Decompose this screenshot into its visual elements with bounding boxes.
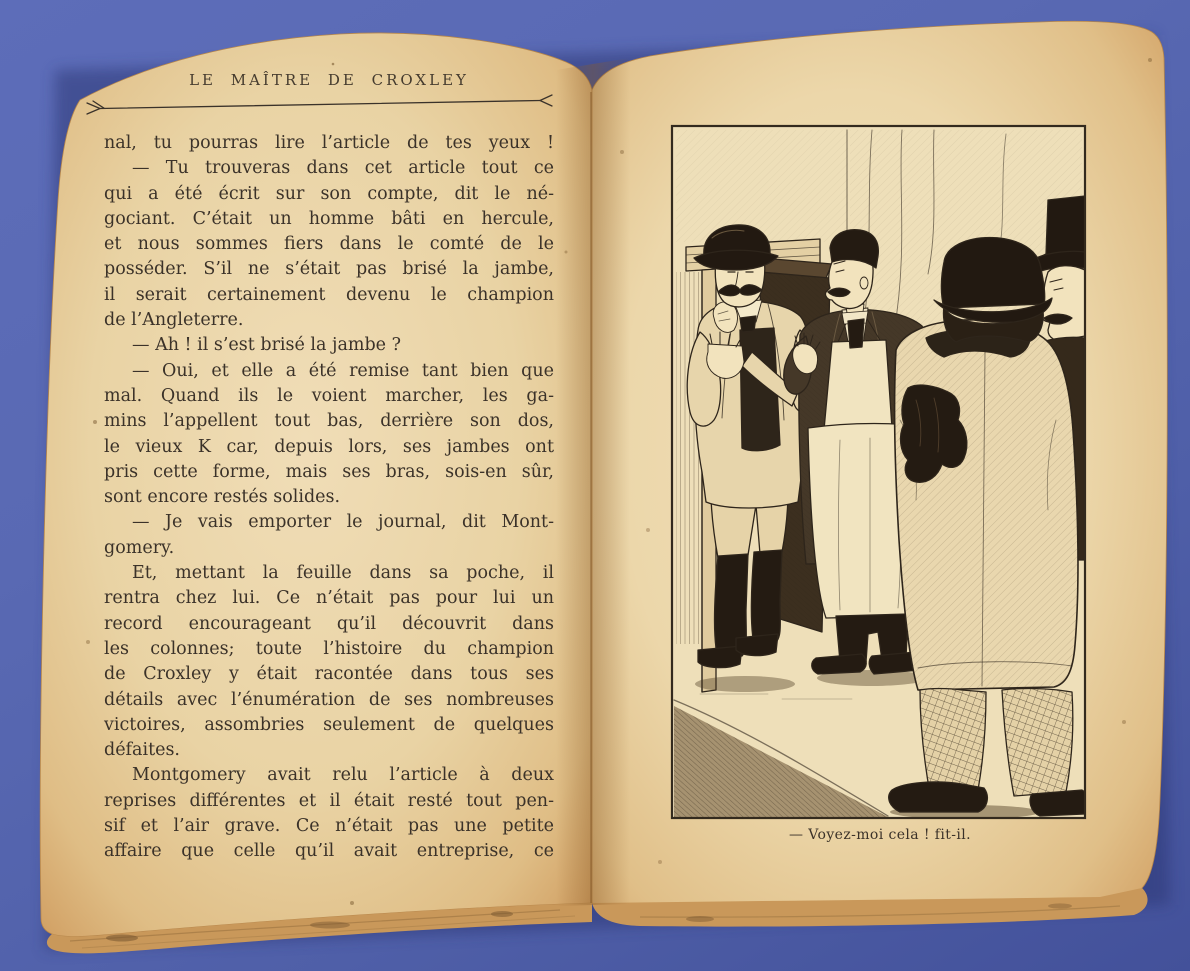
text-line: Et, mettant la feuille dans sa poche, il: [132, 563, 554, 584]
text-line: et nous sommes fiers dans le comté de le: [104, 234, 554, 255]
text-line: rentra chez lui. Ce n’était pas pour lui un: [104, 588, 554, 609]
text-line: gociant. C’était un homme bâti en hercule,: [104, 208, 554, 229]
text-line: posséder. S’il ne s’était pas brisé la jambe,: [104, 259, 554, 280]
text-line: Montgomery avait relu l’article à deux: [132, 765, 554, 786]
text-line: gomery.: [104, 537, 175, 558]
text-line: reprises différentes et il était resté tout pen-: [104, 790, 554, 811]
text-line: — Ah ! il s’est brisé la jambe ?: [132, 335, 401, 356]
text-line: le vieux K car, depuis lors, ses jambes ont: [104, 436, 554, 457]
text-line: sont encore restés solides.: [104, 487, 341, 508]
text-line: détails avec l’énumération de ses nombreuses: [104, 689, 554, 710]
text-line: victoires, assombries seulement de quelques: [104, 714, 554, 735]
page-header-title: LE MAÎTRE DE CROXLEY: [189, 71, 469, 89]
text-line: affaire que celle qu’il avait entreprise, ce: [104, 841, 554, 862]
text-line: il serait certainement devenu le champion: [104, 284, 554, 305]
text-line: qui a été écrit sur son compte, dit le né-: [104, 183, 554, 204]
illustration-caption: — Voyez-moi cela ! fit-il.: [789, 827, 971, 843]
text-line: défaites.: [104, 740, 180, 761]
text-line: sif et l’air grave. Ce n’était pas une petite: [104, 816, 554, 837]
text-line: mins l’appellent tout bas, derrière son dos,: [104, 411, 554, 432]
text-line: nal, tu pourras lire l’article de tes yeux !: [104, 133, 554, 153]
text-line: pris cette forme, mais ses bras, sois-en sûr,: [104, 461, 554, 482]
text-line: de Croxley y était racontée dans tous ses: [104, 664, 554, 685]
text-line: les colonnes; toute l’histoire du champion: [104, 638, 554, 659]
text-line: de l’Angleterre.: [104, 310, 244, 331]
left-page-text: [104, 131, 554, 865]
text-line: — Tu trouveras dans cet article tout ce: [132, 158, 554, 179]
text-line: — Oui, et elle a été remise tant bien que: [132, 360, 554, 381]
text-line: — Je vais emporter le journal, dit Mont-: [132, 512, 554, 533]
text-line: mal. Quand ils le voient marcher, les ga-: [104, 385, 554, 406]
illustration: [672, 126, 1085, 819]
book-gutter: [556, 58, 630, 906]
text-line: record encourageant qu’il découvrit dans: [104, 613, 554, 634]
